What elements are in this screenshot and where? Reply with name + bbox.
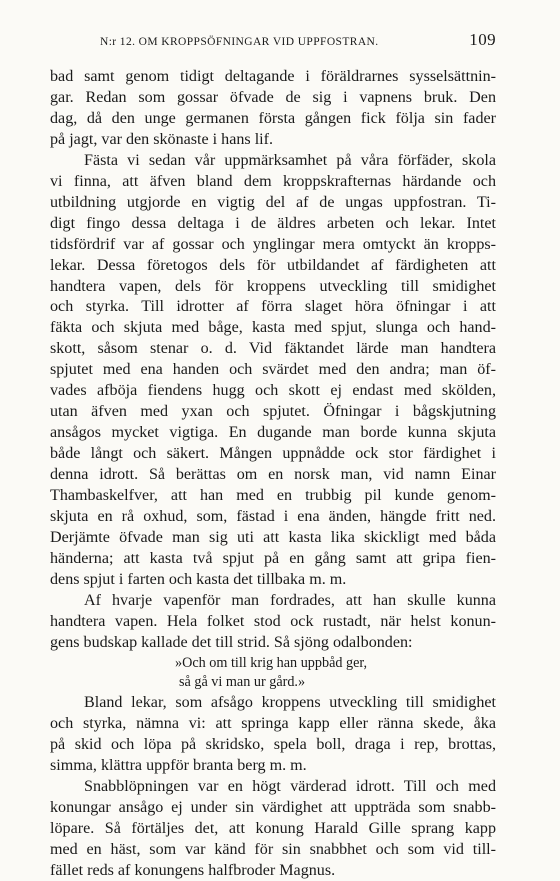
text-line: på skid och löpa på skridsko, spela boll, draga i rep, brottas,: [50, 735, 496, 756]
text-line: gens budskap kallade det till strid. Så sjöng odalbonden:: [50, 633, 496, 654]
text-line: dens spjut i farten och kasta det tillbaka m. m.: [50, 570, 496, 591]
text-line: utan äfven med yxan och spjutet. Öfningar i bågskjutning: [50, 402, 496, 423]
running-title: N:r 12. OM KROPPSÖFNINGAR VID UPPFOSTRAN.: [100, 36, 379, 48]
text-line: med en häst, som var känd för sin snabbhet och som vid till-: [50, 840, 496, 861]
text-line: gar. Redan som gossar öfvade de sig i vapnens bruk. Den: [50, 88, 496, 109]
paragraph-first-line: Fästa vi sedan vår uppmärksamhet på våra förfäder, skola: [50, 151, 496, 172]
text-line: lekar. Dessa företogos dels för utbildandet af färdigheten att: [50, 256, 496, 277]
paragraph-first-line: Af hvarje vapenför man fordrades, att han skulle kunna: [50, 591, 496, 612]
text-line: Derjämte öfvade man sig uti att kasta lika skickligt med båda: [50, 528, 496, 549]
page-number: 109: [469, 30, 496, 50]
text-line: handtera vapen. Hela folket stod ock rustadt, när helst konun-: [50, 612, 496, 633]
body-text: [50, 67, 496, 881]
text-line: handtera vapen, dels för kroppens utveckling till smidighet: [50, 277, 496, 298]
verse-line: »Och om till krig han uppbåd ger,: [50, 654, 496, 674]
text-line: Thambaskelfver, att han med en trubbig pil kunde genom-: [50, 486, 496, 507]
book-page: [50, 30, 496, 881]
text-line: digt fingo dessa deltaga i de äldres arbeten och lekar. Intet: [50, 214, 496, 235]
text-line: fället reds af konungens halfbroder Magnus.: [50, 861, 496, 881]
text-line: skjuta en rå oxhud, som, fästad i ena änden, hängde fritt ned.: [50, 507, 496, 528]
text-line: både långt och säkert. Mången uppnådde ock stor färdighet i: [50, 444, 496, 465]
text-line: löpare. Så förtäljes det, att konung Harald Gille sprang kapp: [50, 819, 496, 840]
text-line: utbildning utgjorde en vigtig del af de ungas uppfostran. Ti-: [50, 193, 496, 214]
text-line: simma, klättra uppför branta berg m. m.: [50, 756, 496, 777]
text-line: denna idrott. Så berättas om en norsk man, vid namn Einar: [50, 465, 496, 486]
text-line: ansågos mycket vigtiga. En dugande man borde kunna skjuta: [50, 423, 496, 444]
text-line: skott, såsom stenar o. d. Vid fäktandet lärde man handtera: [50, 339, 496, 360]
text-line: vades afböja fiendens hugg och skott ej endast med skölden,: [50, 381, 496, 402]
text-line: på jagt, var den skönaste i hans lif.: [50, 130, 496, 151]
running-head: [50, 30, 496, 50]
paragraph-first-line: Bland lekar, som afsågo kroppens utveckling till smidighet: [50, 693, 496, 714]
text-line: bad samt genom tidigt deltagande i föräldrarnes sysselsättnin-: [50, 67, 496, 88]
verse-line: så gå vi man ur gård.»: [50, 673, 496, 693]
text-line: och styrka, nämna vi: att springa kapp eller ränna skede, åka: [50, 714, 496, 735]
text-line: spjutet med ena handen och svärdet med den andra; man öf-: [50, 360, 496, 381]
text-line: konungar ansågo ej under sin värdighet att uppträda som snabb-: [50, 798, 496, 819]
paragraph-first-line: Snabblöpningen var en högt värderad idrott. Till och med: [50, 777, 496, 798]
text-line: och styrka. Till idrotter af förra slaget höra öfningar i att: [50, 297, 496, 318]
text-line: vi finna, att äfven bland dem kroppskrafternas härdande och: [50, 172, 496, 193]
text-line: tidsfördrif var af gossar och ynglingar mera omtyckt än kropps-: [50, 235, 496, 256]
text-line: dag, då den unge germanen första gången fick följa sin fader: [50, 109, 496, 130]
text-line: fäkta och skjuta med båge, kasta med spjut, slunga och hand-: [50, 318, 496, 339]
text-line: händerna; att kasta två spjut på en gång samt att gripa fien-: [50, 549, 496, 570]
